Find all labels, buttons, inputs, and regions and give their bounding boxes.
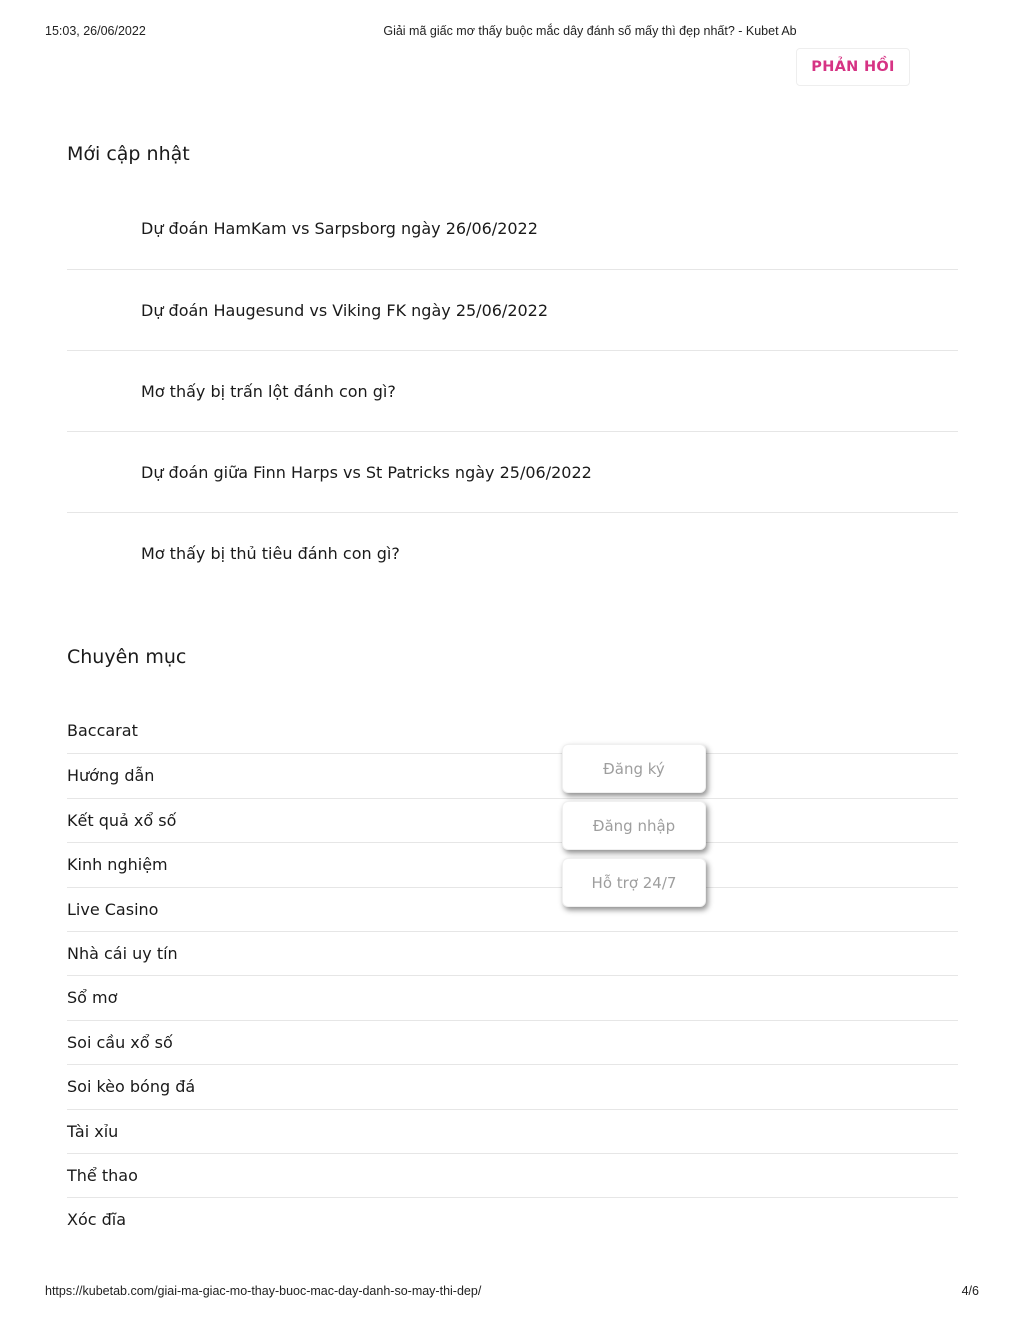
categories-title: Chuyên mục [67, 646, 187, 668]
recent-post-link[interactable]: Dự đoán giữa Finn Harps vs St Patricks ngày 25/06/2022 [67, 431, 958, 512]
category-link-tai-xiu[interactable]: Tài xỉu [67, 1109, 958, 1153]
recent-posts-title: Mới cập nhật [67, 143, 190, 165]
recent-post-link[interactable]: Mơ thấy bị thủ tiêu đánh con gì? [67, 512, 958, 593]
print-footer [0, 1284, 1024, 1302]
login-button[interactable]: Đăng nhập [562, 801, 706, 850]
recent-post-link[interactable]: Mơ thấy bị trấn lột đánh con gì? [67, 350, 958, 431]
print-page-title: Giải mã giấc mơ thấy buộc mắc dây đánh số mấy thì đẹp nhất? - Kubet Ab [383, 24, 797, 38]
category-link-ket-qua-xo-so[interactable]: Kết quả xổ số [67, 798, 958, 842]
recent-post-link[interactable]: Dự đoán Haugesund vs Viking FK ngày 25/06/2022 [67, 269, 958, 350]
category-link-nha-cai-uy-tin[interactable]: Nhà cái uy tín [67, 931, 958, 975]
category-link-baccarat[interactable]: Baccarat [67, 721, 138, 740]
reply-button[interactable]: PHẢN HỒI [796, 48, 910, 86]
category-link-so-mo[interactable]: Sổ mơ [67, 975, 958, 1019]
recent-posts-list [67, 188, 958, 593]
category-link-live-casino[interactable]: Live Casino [67, 887, 958, 931]
categories-list [67, 709, 958, 1242]
recent-post-link[interactable]: Dự đoán HamKam vs Sarpsborg ngày 26/06/2022 [141, 219, 538, 238]
floating-action-buttons [562, 744, 706, 915]
category-link-soi-cau-xo-so[interactable]: Soi cầu xổ số [67, 1020, 958, 1064]
category-link-the-thao[interactable]: Thể thao [67, 1153, 958, 1197]
print-datetime: 15:03, 26/06/2022 [45, 24, 146, 38]
print-page-number: 4/6 [961, 1284, 979, 1298]
category-link-huong-dan[interactable]: Hướng dẫn [67, 753, 958, 797]
print-header [0, 24, 1024, 42]
category-link-kinh-nghiem[interactable]: Kinh nghiệm [67, 842, 958, 886]
register-button[interactable]: Đăng ký [562, 744, 706, 793]
category-link-xoc-dia[interactable]: Xóc đĩa [67, 1197, 958, 1241]
print-url: https://kubetab.com/giai-ma-giac-mo-thay-buoc-mac-day-danh-so-may-thi-dep/ [45, 1284, 482, 1298]
support-button[interactable]: Hỗ trợ 24/7 [562, 858, 706, 907]
category-link-soi-keo-bong-da[interactable]: Soi kèo bóng đá [67, 1064, 958, 1108]
